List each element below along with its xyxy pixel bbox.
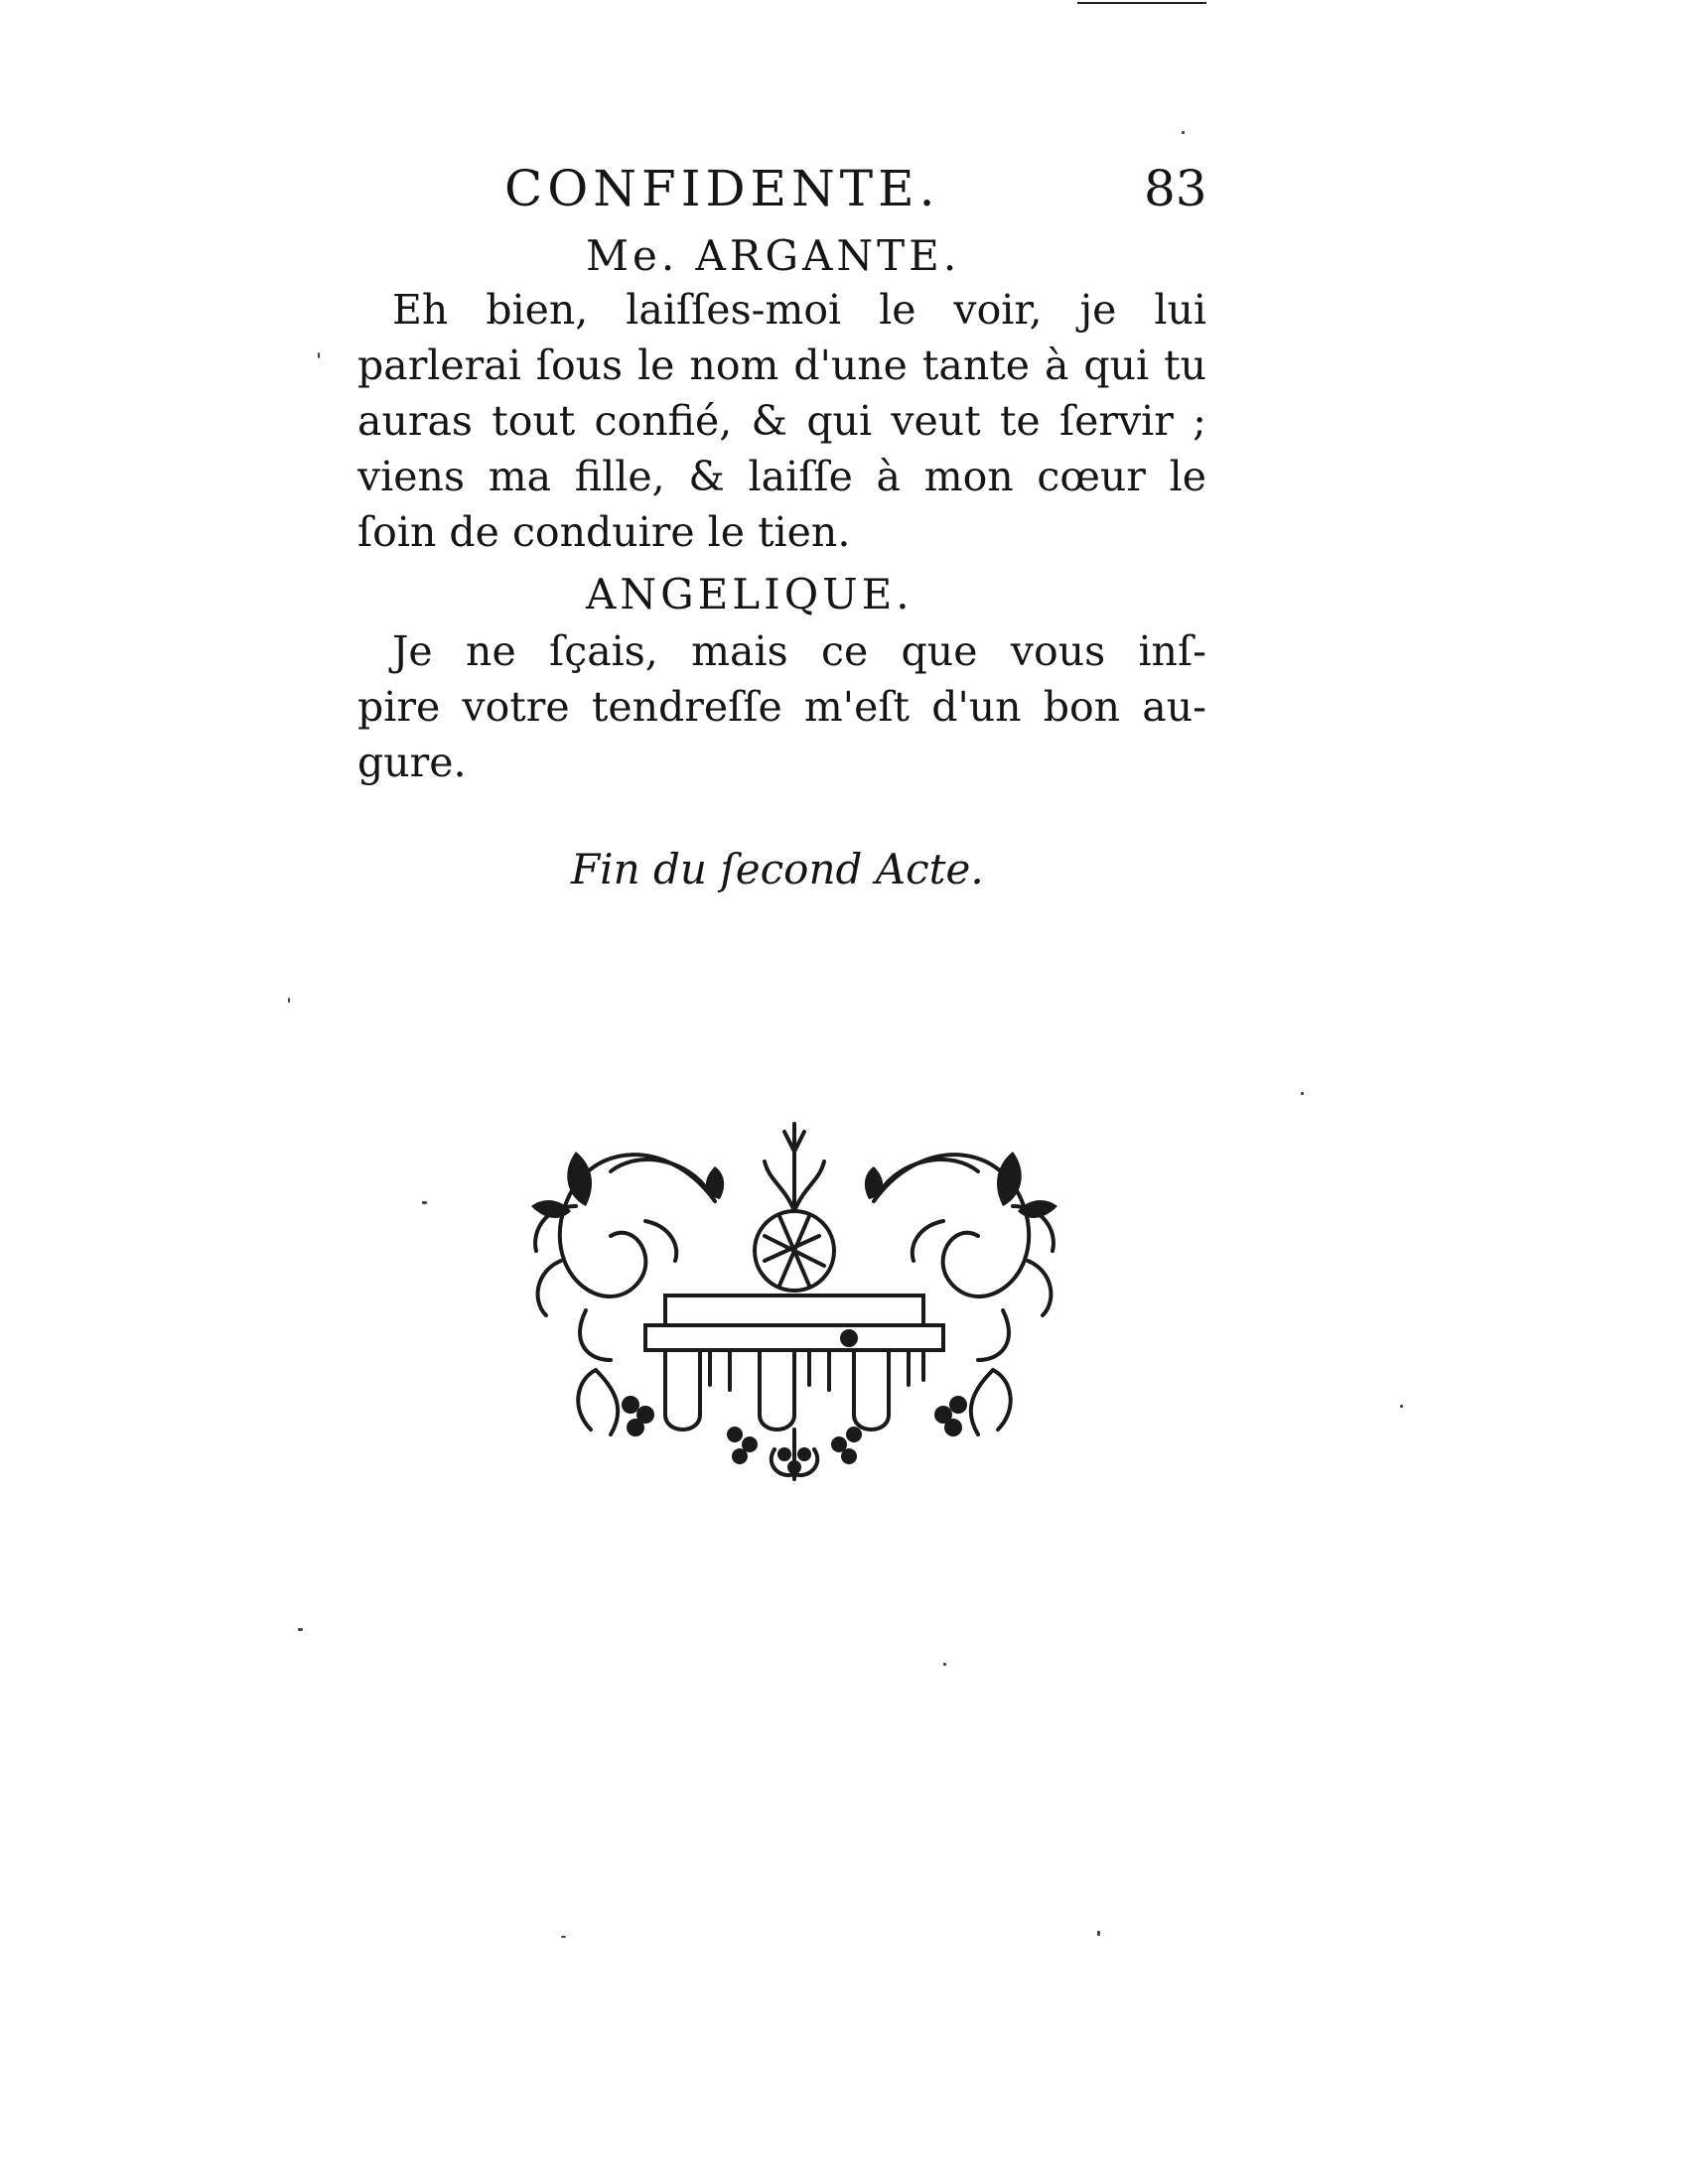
print-speck bbox=[288, 998, 290, 1003]
speech-block bbox=[357, 623, 1206, 790]
top-rule bbox=[1077, 2, 1206, 4]
speaker-name: Me. ARGANTE. bbox=[586, 231, 961, 280]
speech-line: viens ma fille, & laiſſe à mon cœur le bbox=[357, 453, 1206, 500]
print-speck bbox=[561, 1936, 566, 1938]
speech-line: parlerai ſous le nom d'une tante à qui tu bbox=[357, 341, 1206, 389]
print-speck bbox=[1182, 131, 1185, 134]
speech-line: auras tout confié, & qui veut te ſervir ; bbox=[357, 397, 1206, 445]
print-speck bbox=[318, 352, 320, 358]
print-speck bbox=[298, 1628, 303, 1631]
print-speck bbox=[943, 1663, 946, 1666]
print-speck bbox=[1097, 1931, 1100, 1936]
speaker-name: ANGELIQUE. bbox=[586, 570, 914, 618]
end-of-act-note: Fin du ſecond Acte. bbox=[571, 845, 984, 893]
speech-line: Eh bien, laiſſes-moi le voir, je lui bbox=[392, 286, 1206, 334]
page-number: 83 bbox=[1144, 160, 1207, 217]
floral-vignette-icon bbox=[516, 1112, 1072, 1494]
speech-line: Je ne ſçais, mais ce que vous inſ- bbox=[392, 627, 1206, 675]
speech-line: pire votre tendreſſe m'eſt d'un bon au- bbox=[357, 683, 1206, 731]
print-speck bbox=[1301, 1092, 1304, 1095]
speech-line: gure. bbox=[357, 739, 467, 786]
speech-line: ſoin de conduire le tien. bbox=[357, 508, 851, 556]
running-head: CONFIDENTE. bbox=[504, 160, 940, 217]
speech-block bbox=[357, 282, 1206, 560]
print-speck bbox=[422, 1201, 427, 1204]
print-speck bbox=[1400, 1405, 1403, 1408]
